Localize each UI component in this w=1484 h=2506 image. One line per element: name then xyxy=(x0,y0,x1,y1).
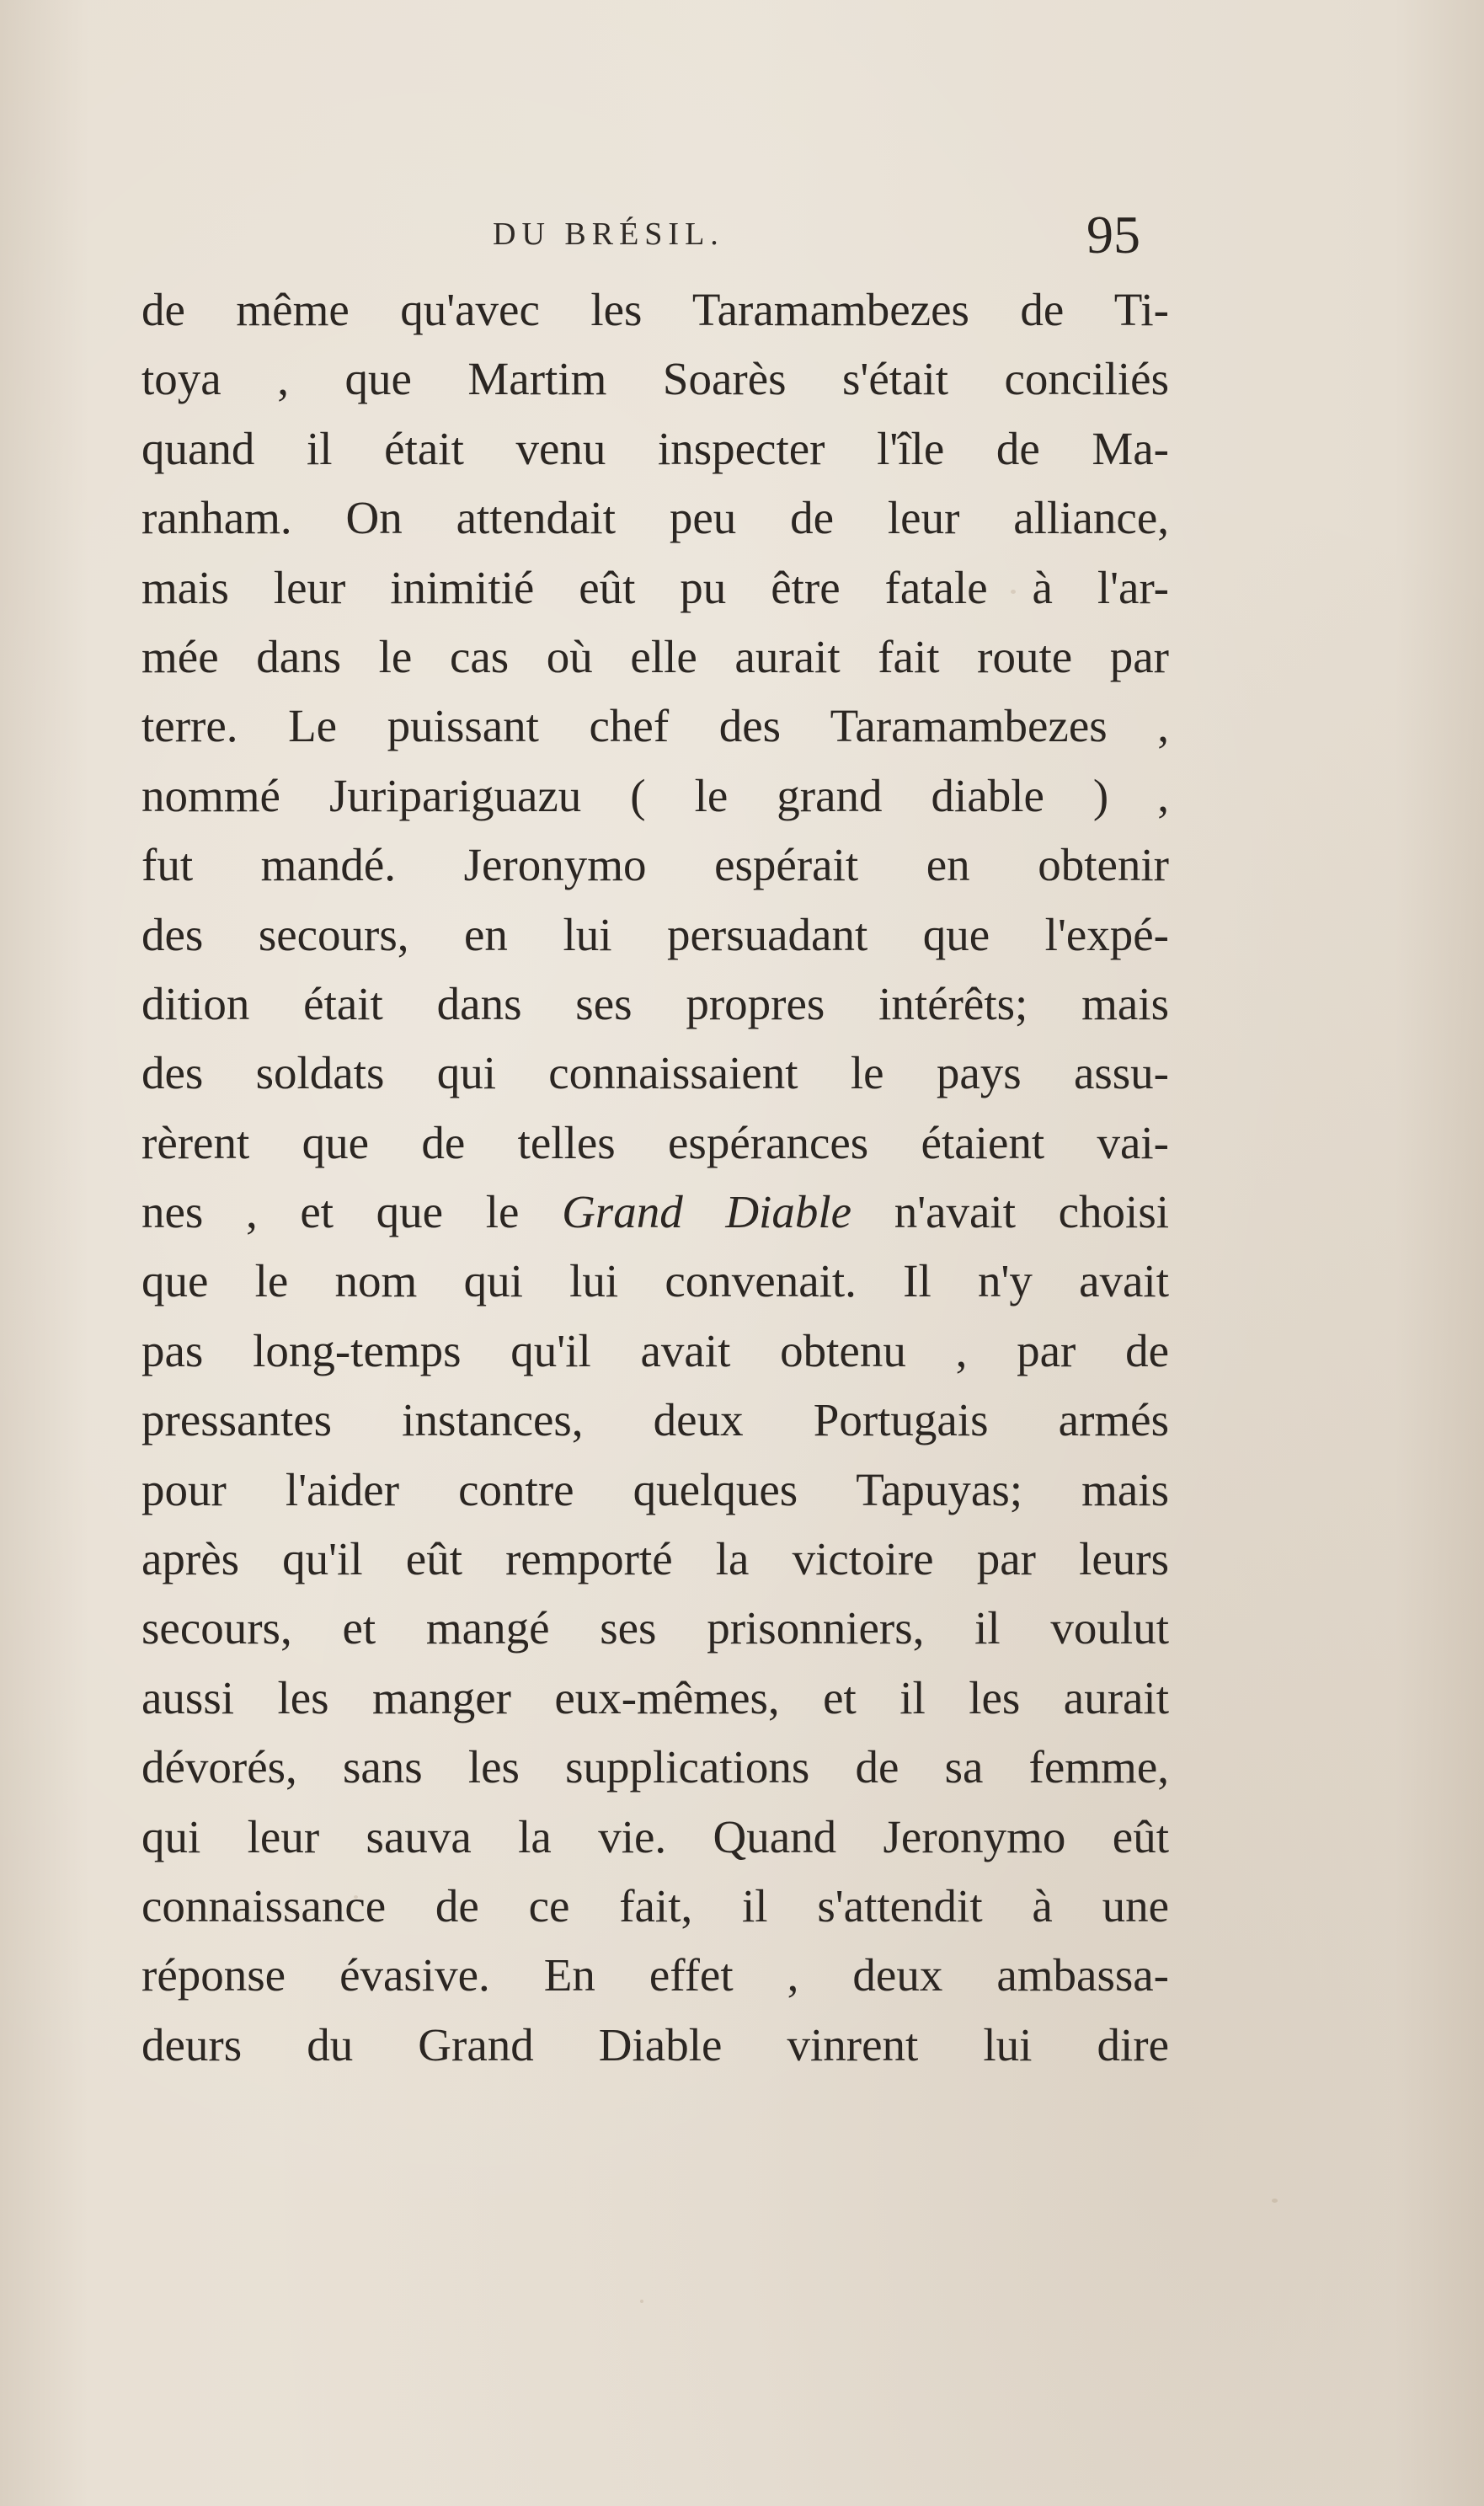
body-text xyxy=(141,275,1169,2080)
text-line: nes , et que le Grand Diable n'avait choisi xyxy=(141,1186,1169,1238)
paper-spot xyxy=(640,2300,643,2303)
text-line: quand il était venu inspecter l'île de Ma- xyxy=(141,422,1169,474)
text-line: ranham. On attendait peu de leur alliance, xyxy=(141,492,1169,544)
text-line: que le nom qui lui convenait. Il n'y avait xyxy=(141,1255,1169,1307)
text-line: des secours, en lui persuadant que l'expé- xyxy=(141,908,1169,960)
text-line: rèrent que de telles espérances étaient vai- xyxy=(141,1116,1169,1168)
text-line: qui leur sauva la vie. Quand Jeronymo eût xyxy=(141,1810,1169,1862)
text-line: fut mandé. Jeronymo espérait en obtenir xyxy=(141,839,1169,891)
text-line: des soldats qui connaissaient le pays assu- xyxy=(141,1047,1169,1099)
text-line: deurs du Grand Diable vinrent lui dire xyxy=(141,2018,1169,2071)
page-number: 95 xyxy=(1086,205,1140,264)
text-line: connaissance de ce fait, il s'attendit à une xyxy=(141,1879,1169,1932)
text-line: toya , que Martim Soarès s'était conciliés xyxy=(141,353,1169,405)
running-head: DU BRÉSIL. xyxy=(493,216,724,252)
text-line: de même qu'avec les Taramambezes de Ti- xyxy=(141,284,1169,335)
text-line: aussi les manger eux-mêmes, et il les aurait xyxy=(141,1671,1169,1723)
text-line: nommé Juripariguazu ( le grand diable ) , xyxy=(141,769,1169,821)
text-line: dévorés, sans les supplications de sa femme, xyxy=(141,1741,1169,1793)
paper-spot xyxy=(1272,2199,1278,2203)
text-line: dition était dans ses propres intérêts; mais xyxy=(141,977,1169,1029)
text-line: pas long-temps qu'il avait obtenu , par de xyxy=(141,1324,1169,1376)
text-line: réponse évasive. En effet , deux ambassa- xyxy=(141,1949,1169,2001)
text-line: terre. Le puissant chef des Taramambezes , xyxy=(141,700,1169,752)
page-header xyxy=(0,205,1484,278)
text-line: après qu'il eût remporté la victoire par leurs xyxy=(141,1533,1169,1585)
italic-phrase: Grand Diable xyxy=(562,1186,852,1238)
text-line: mais leur inimitié eût pu être fatale à l'ar- xyxy=(141,561,1169,613)
text-line: pour l'aider contre quelques Tapuyas; mais xyxy=(141,1463,1169,1515)
text-line: pressantes instances, deux Portugais armés xyxy=(141,1394,1169,1446)
text-line: mée dans le cas où elle aurait fait route par xyxy=(141,630,1169,682)
text-line: secours, et mangé ses prisonniers, il voulut xyxy=(141,1602,1169,1654)
